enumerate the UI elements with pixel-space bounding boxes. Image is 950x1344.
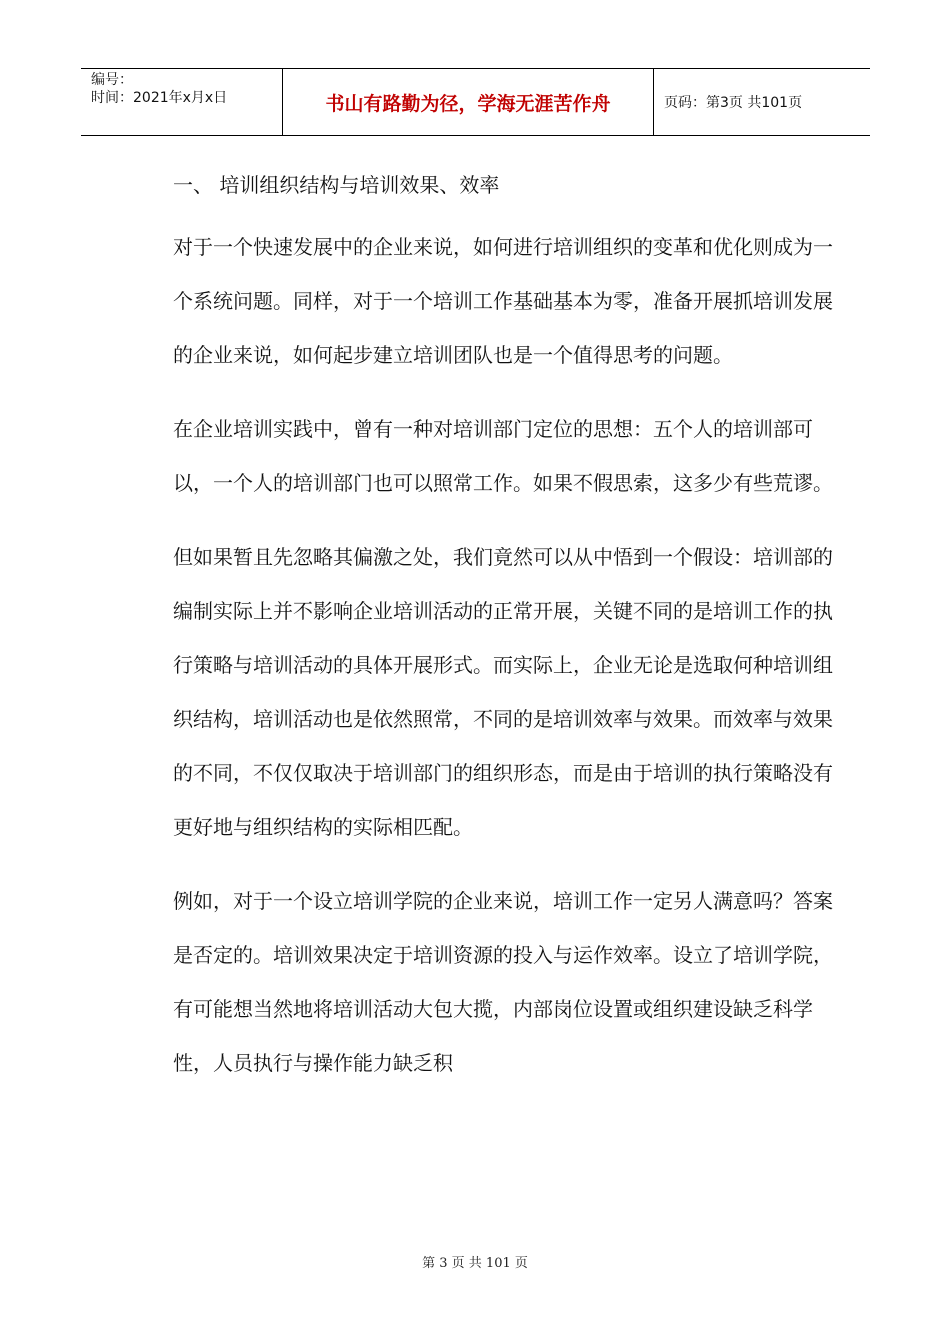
document-date-label: 时间：2021年x月x日	[91, 90, 228, 106]
header-page-number: 页码：第3页 共101页	[664, 95, 803, 111]
header-motto: 书山有路勤为径，学海无涯苦作舟	[283, 69, 654, 135]
paragraph-1: 对于一个快速发展中的企业来说，如何进行培训组织的变革和优化则成为一个系统问题。同样，对于一个培训工作基础基本为零，准备开展抓培训发展的企业来说，如何起步建立培训团队也是一个值得思考的问题。	[173, 235, 833, 367]
paragraph-4: 例如，对于一个设立培训学院的企业来说，培训工作一定另人满意吗？答案是否定的。培训效果决定于培训资源的投入与运作效率。设立了培训学院，有可能想当然地将培训活动大包大揽，内部岗位设置或组织建设缺乏科学性，人员执行与操作能力缺乏积	[173, 889, 833, 1075]
page-footer: 第 3 页 共 101 页	[422, 1256, 528, 1271]
document-body	[173, 158, 833, 1110]
header-meta-cell	[81, 69, 283, 135]
document-header	[81, 68, 870, 136]
section-heading: 一、 培训组织结构与培训效果、效率	[173, 173, 500, 197]
paragraph-3: 但如果暂且先忽略其偏激之处，我们竟然可以从中悟到一个假设：培训部的编制实际上并不影响企业培训活动的正常开展，关键不同的是培训工作的执行策略与培训活动的具体开展形式。而实际上，企业无论是选取何种培训组织结构，培训活动也是依然照常，不同的是培训效率与效果。而效率与效果的不同，不仅仅取决于培训部门的组织形态，而是由于培训的执行策略没有更好地与组织结构的实际相匹配。	[173, 545, 833, 839]
document-number-label: 编号：	[91, 72, 133, 88]
paragraph-2: 在企业培训实践中，曾有一种对培训部门定位的思想：五个人的培训部可以，一个人的培训部门也可以照常工作。如果不假思索，这多少有些荒谬。	[173, 417, 833, 495]
